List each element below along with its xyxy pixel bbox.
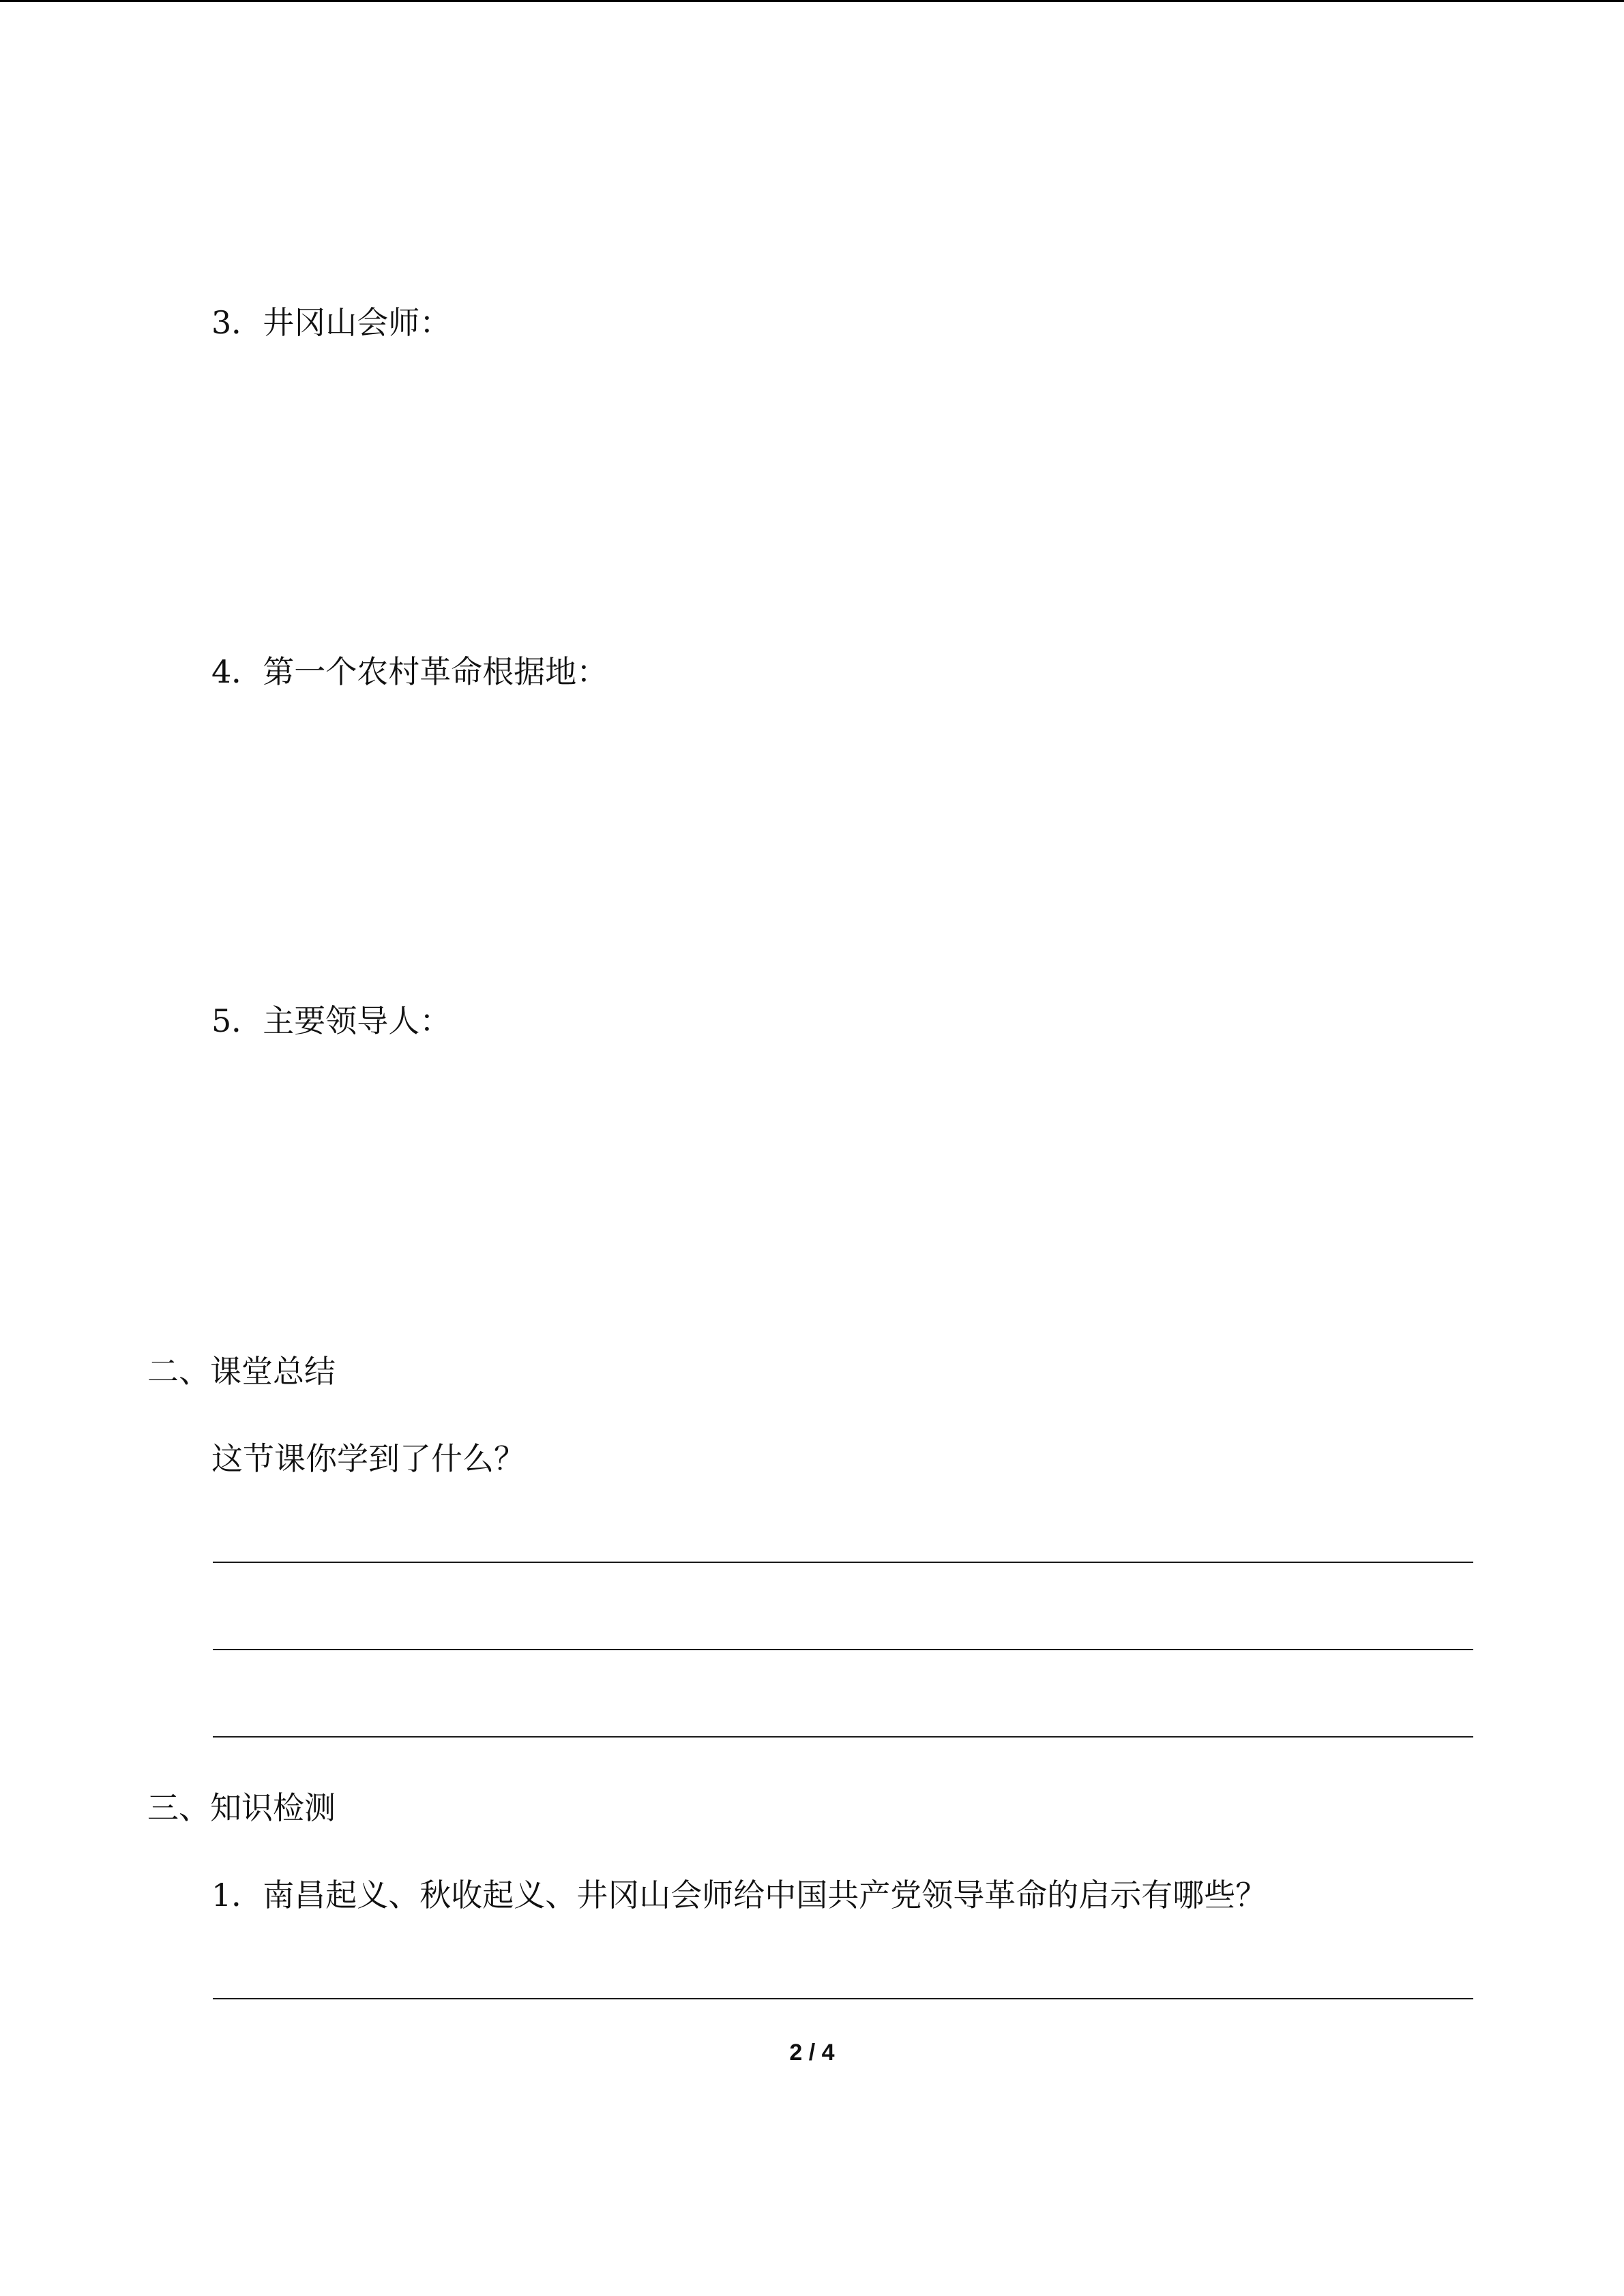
item-4-label: 4．第一个农村革命根据地： xyxy=(211,653,608,690)
section-3-heading: 三、知识检测 xyxy=(147,1789,336,1826)
page-top-border xyxy=(0,0,1624,2)
section-2-heading: 二、课堂总结 xyxy=(147,1353,336,1390)
answer-line-1 xyxy=(213,1562,1473,1563)
item-3-label: 3．井冈山会师： xyxy=(211,304,452,341)
answer-line-3 xyxy=(213,1736,1473,1738)
answer-line-2 xyxy=(213,1649,1473,1650)
item-5-label: 5．主要领导人： xyxy=(211,1002,452,1039)
question-1: 1．南昌起义、秋收起义、井冈山会师给中国共产党领导革命的启示有哪些？ xyxy=(211,1877,1267,1913)
summary-prompt: 这节课你学到了什么？ xyxy=(211,1440,525,1477)
page-number: 2 / 4 xyxy=(789,2040,835,2066)
answer-line-4 xyxy=(213,1998,1473,1999)
